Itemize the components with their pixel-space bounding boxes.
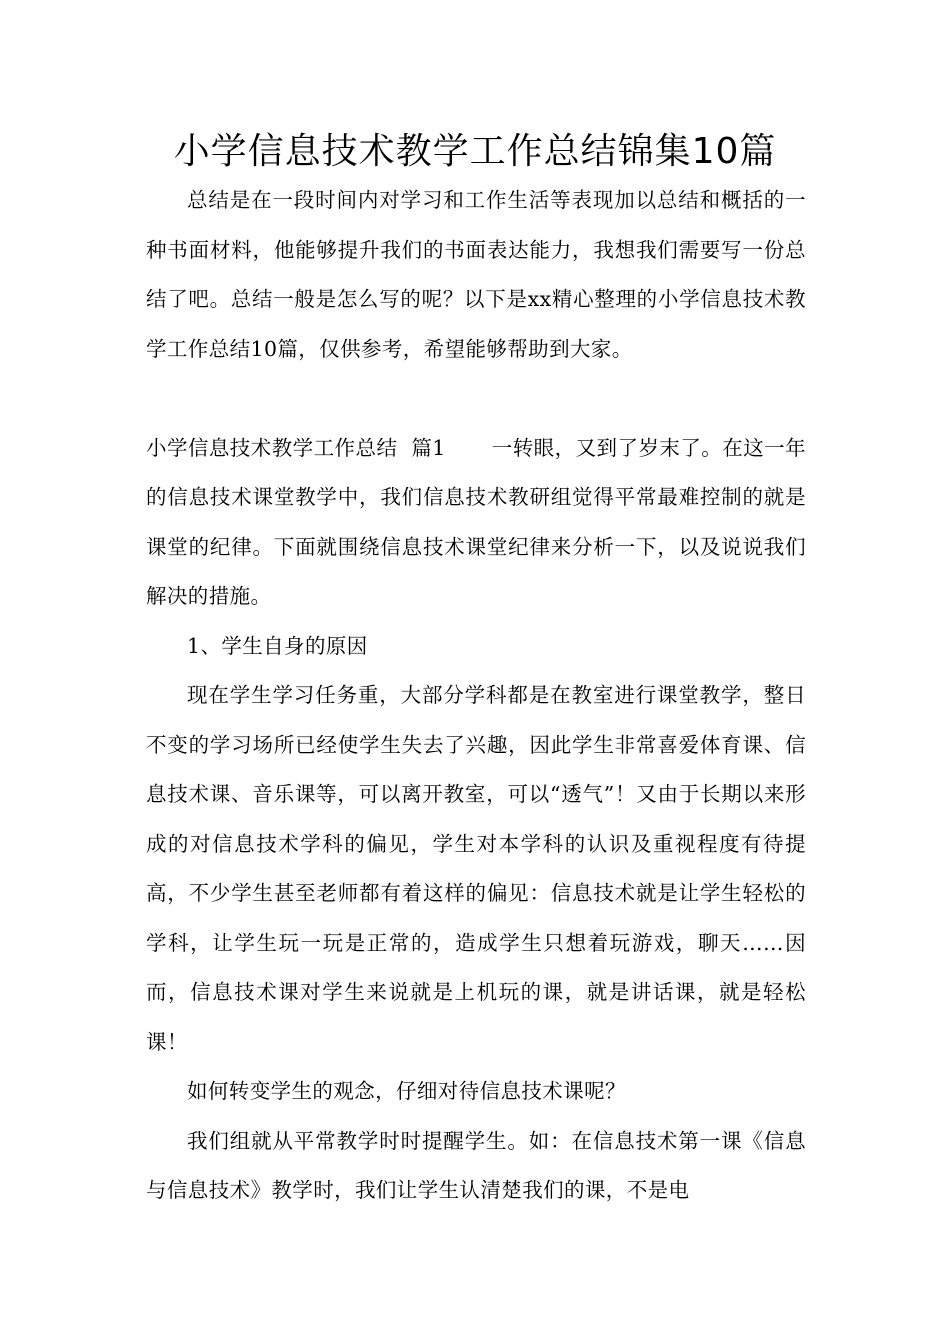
blank-line <box>146 374 806 424</box>
section-1-text: 一转眼，又到了岁末了。在这一年的信息技术课堂教学中，我们信息技术教研组觉得平常最难控制的就是课堂的纪律。下面就围绕信息技术课堂纪律来分析一下，以及说说我们解决的措施。 <box>146 435 806 608</box>
section-1-heading: 小学信息技术教学工作总结 篇1 <box>146 435 446 460</box>
document-body <box>146 176 806 1216</box>
paragraph-2: 如何转变学生的观念，仔细对待信息技术课呢？ <box>187 1079 626 1103</box>
paragraph-1: 现在学生学习任务重，大部分学科都是在教室进行课堂教学，整日不变的学习场所已经使学生失去了兴趣，因此学生非常喜爱体育课、信息技术课、音乐课等，可以离开教室，可以“透气”！又由于长期以来形成的对信息技术学科的偏见，学生对本学科的认识及重视程度有待提高，不少学生甚至老师都有着这样的偏见：信息技术就是让学生轻松的学科，让学生玩一玩是正常的，造成学生只想着玩游戏，聊天……因而，信息技术课对学生来说就是上机玩的课，就是讲话课，就是轻松课！ <box>146 683 806 1054</box>
section-1-paragraph <box>146 424 806 622</box>
intro-paragraph: 总结是在一段时间内对学习和工作生活等表现加以总结和概括的一种书面材料，他能够提升我们的书面表达能力，我想我们需要写一份总结了吧。总结一般是怎么写的呢？以下是xx精心整理的小学信息技术教学工作总结10篇，仅供参考，希望能够帮助到大家。 <box>146 188 806 361</box>
document-title: 小学信息技术教学工作总结锦集10篇 <box>173 131 777 172</box>
paragraph-3: 我们组就从平常教学时时提醒学生。如：在信息技术第一课《信息与信息技术》教学时，我们让学生认清楚我们的课，不是电 <box>146 1128 806 1202</box>
item-1-heading: 1、学生自身的原因 <box>187 633 368 658</box>
